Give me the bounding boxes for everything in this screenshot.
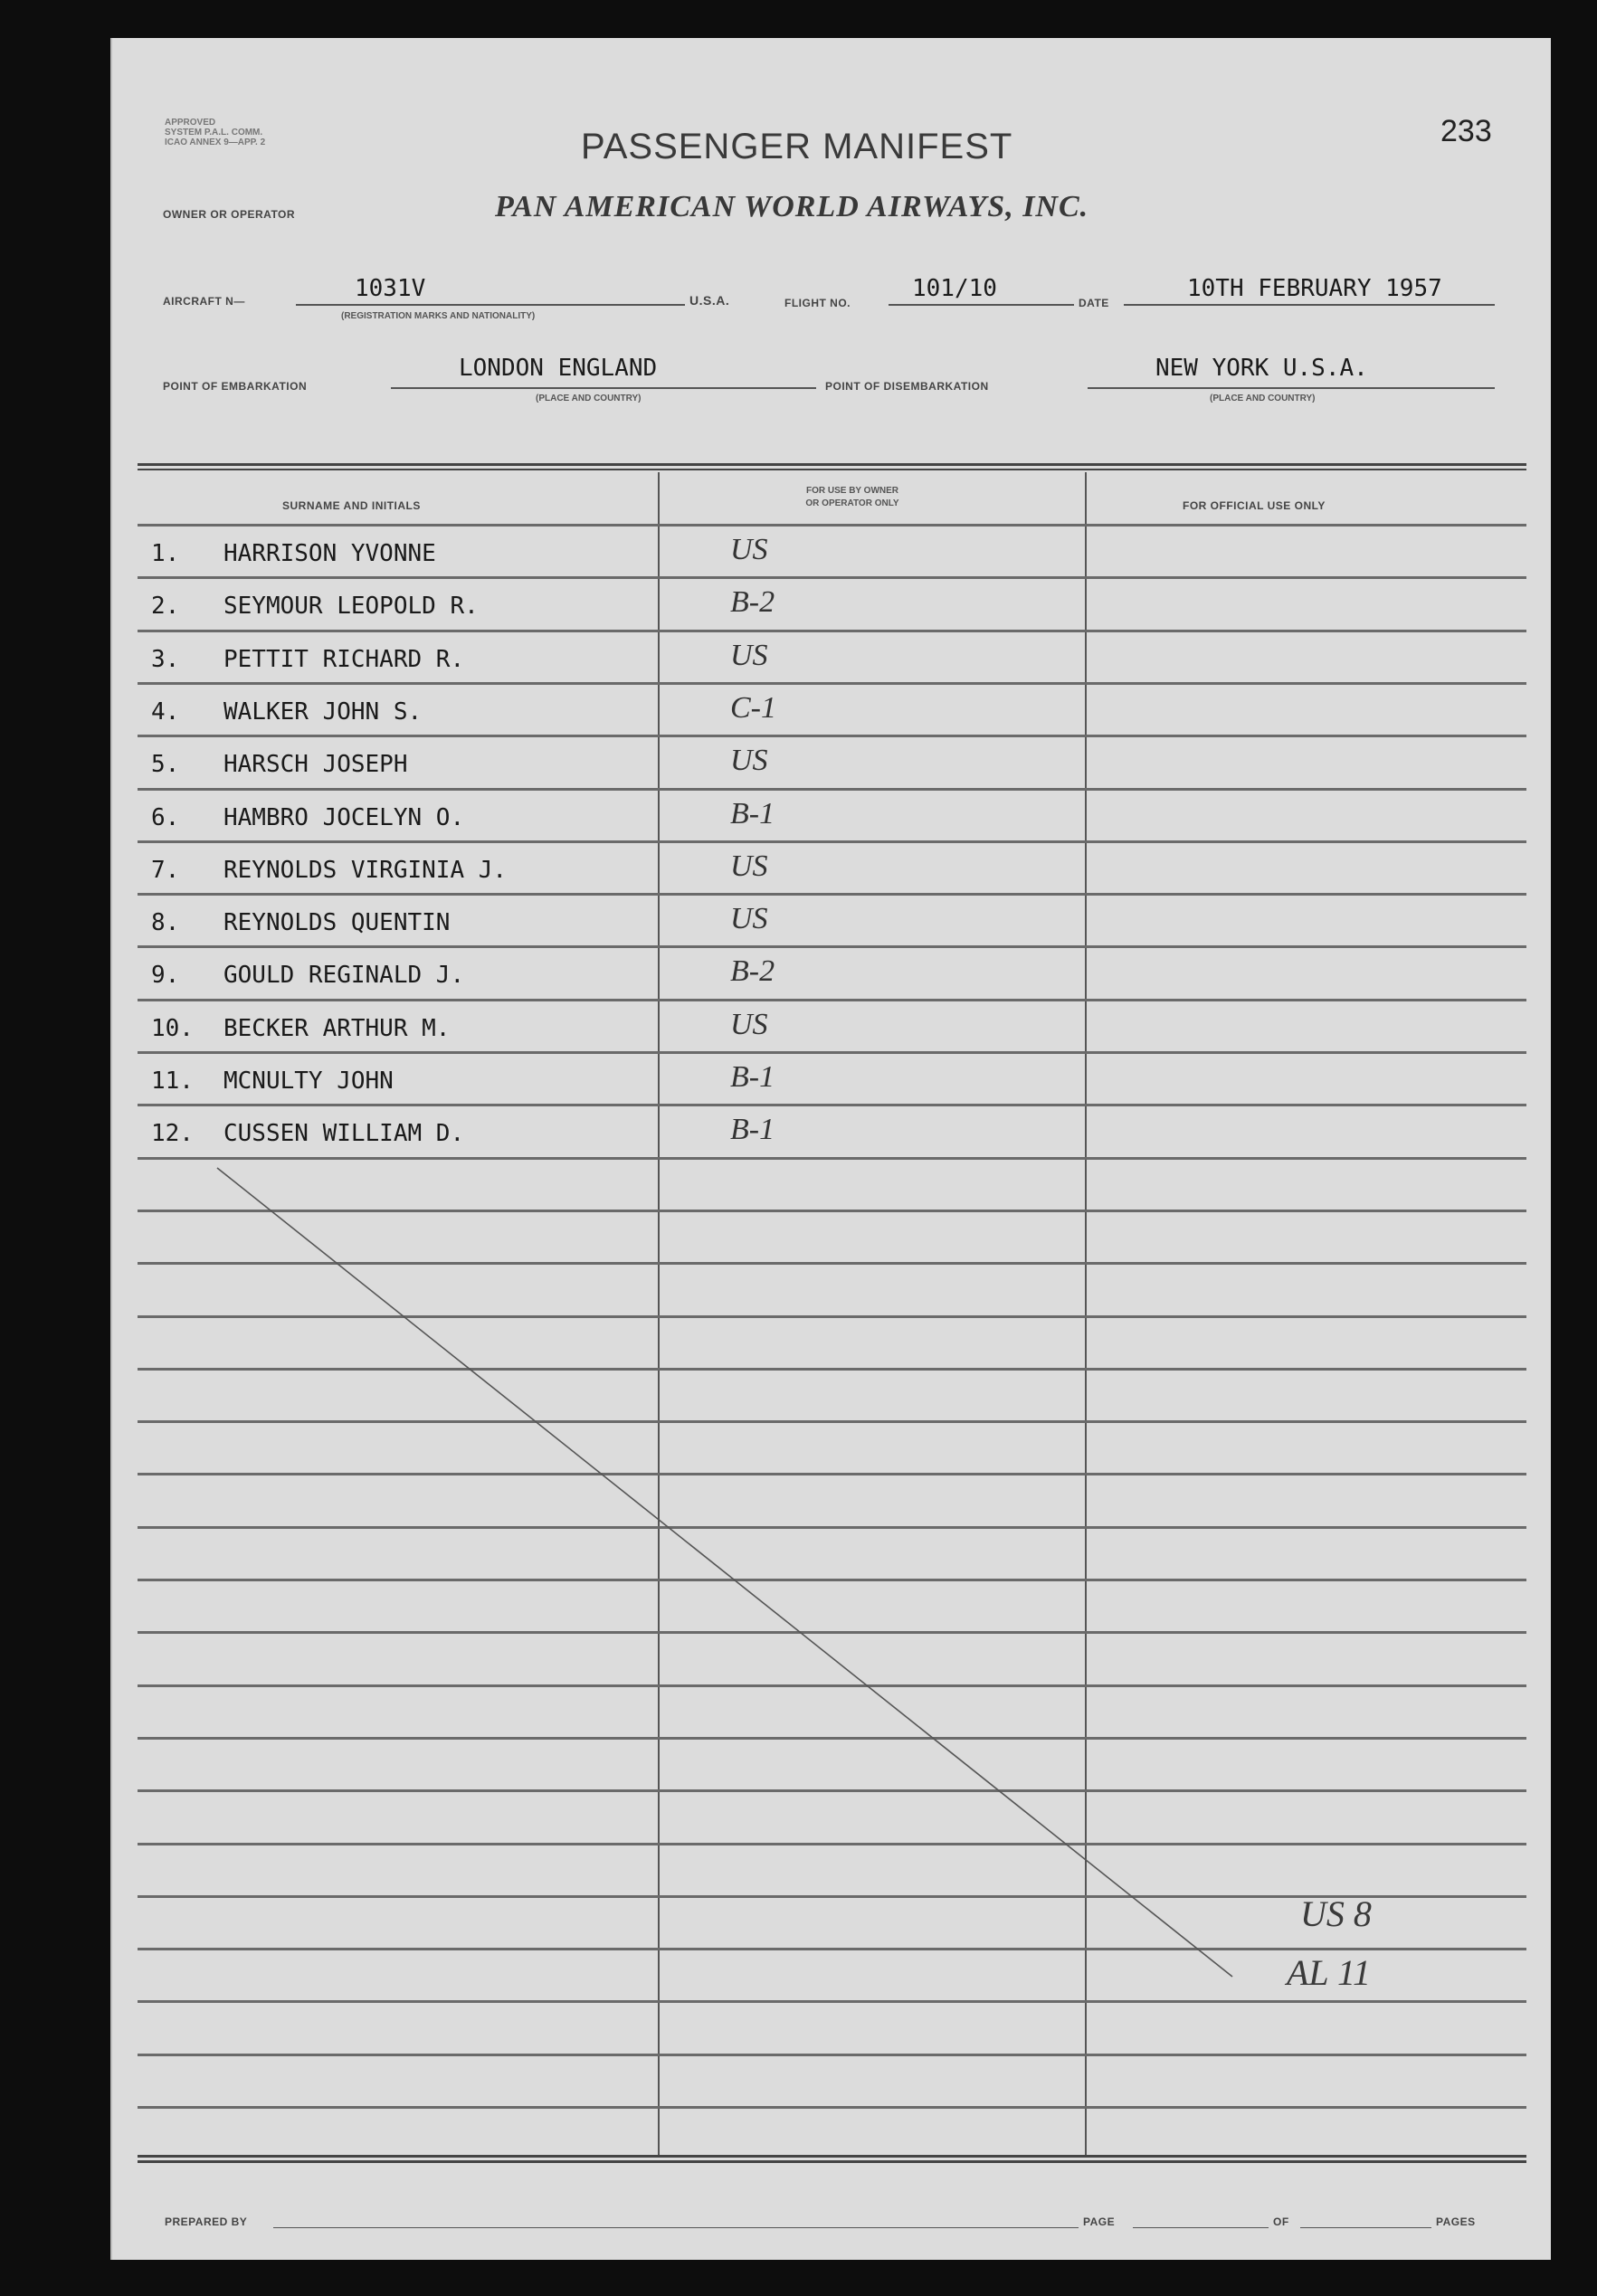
row-number: 1.: [151, 540, 180, 567]
approval-line: SYSTEM P.A.L. COMM.: [165, 128, 263, 138]
visa-code: C-1: [730, 690, 776, 725]
row-number: 10.: [151, 1014, 194, 1042]
passenger-name: PETTIT RICHARD R.: [223, 645, 465, 673]
date-label: DATE: [1079, 297, 1109, 309]
row-number: 2.: [151, 593, 180, 621]
aircraft-label: AIRCRAFT N—: [163, 295, 245, 308]
flight-value: 101/10: [912, 275, 997, 302]
passenger-name: MCNULTY JOHN: [223, 1067, 394, 1095]
page-label: PAGE: [1083, 2215, 1116, 2228]
owner-label: OWNER OR OPERATOR: [163, 208, 296, 221]
embarkation-label: POINT OF EMBARKATION: [163, 380, 308, 393]
column-header-line: FOR USE BY OWNER: [805, 486, 899, 496]
disembarkation-label: POINT OF DISEMBARKATION: [825, 380, 989, 393]
visa-code: B-2: [730, 585, 775, 620]
visa-code: B-1: [730, 1060, 775, 1094]
row-number: 7.: [151, 856, 180, 884]
prepared-by-line: [273, 2227, 1079, 2228]
aircraft-value: 1031V: [355, 275, 426, 302]
of-label: OF: [1273, 2215, 1289, 2228]
passenger-name: BECKER ARTHUR M.: [223, 1014, 451, 1042]
date-value: 10TH FEBRUARY 1957: [1187, 275, 1442, 302]
manifest-sheet: [110, 38, 1551, 2260]
visa-code: B-2: [730, 954, 775, 989]
pages-label: PAGES: [1436, 2215, 1476, 2228]
of-line: [1300, 2227, 1431, 2228]
passenger-name: GOULD REGINALD J.: [223, 962, 465, 990]
place-caption: (PLACE AND COUNTRY): [536, 394, 642, 403]
row-number: 4.: [151, 697, 180, 726]
embarkation-value: LONDON ENGLAND: [459, 355, 658, 382]
handwritten-total: US 8: [1300, 1893, 1372, 1934]
table-bottom-rule: [138, 2160, 1526, 2163]
visa-code: B-1: [730, 796, 775, 830]
row-number: 9.: [151, 962, 180, 990]
passenger-name: REYNOLDS VIRGINIA J.: [223, 856, 508, 884]
passenger-name: HAMBRO JOCELYN O.: [223, 803, 465, 831]
row-number: 11.: [151, 1067, 194, 1095]
approval-line: ICAO ANNEX 9—APP. 2: [165, 138, 266, 147]
column-header-official: FOR OFFICIAL USE ONLY: [1183, 499, 1326, 512]
visa-code: US: [730, 902, 768, 936]
place-caption: (PLACE AND COUNTRY): [1210, 394, 1316, 403]
table-bottom-rule: [138, 2155, 1526, 2158]
passenger-name: HARSCH JOSEPH: [223, 751, 408, 779]
visa-code: US: [730, 638, 768, 672]
page-number: 233: [1440, 114, 1492, 148]
usa-label: U.S.A.: [689, 293, 730, 308]
approval-line: APPROVED: [165, 118, 216, 128]
flight-label: FLIGHT NO.: [784, 297, 851, 309]
row-number: 6.: [151, 803, 180, 831]
page-line: [1133, 2227, 1269, 2228]
row-number: 8.: [151, 909, 180, 937]
passenger-name: HARRISON YVONNE: [223, 540, 436, 567]
visa-code: US: [730, 533, 768, 566]
visa-code: US: [730, 744, 768, 778]
airline-name: PAN AMERICAN WORLD AIRWAYS, INC.: [495, 190, 1089, 223]
disembarkation-value: NEW YORK U.S.A.: [1155, 355, 1368, 382]
visa-code: B-1: [730, 1113, 775, 1147]
diagonal-strike: [217, 1168, 1232, 1977]
row-number: 3.: [151, 645, 180, 673]
prepared-by-label: PREPARED BY: [165, 2215, 248, 2228]
manifest-title: PASSENGER MANIFEST: [581, 127, 1013, 166]
registration-caption: (REGISTRATION MARKS AND NATIONALITY): [341, 311, 536, 321]
passenger-name: SEYMOUR LEOPOLD R.: [223, 593, 479, 621]
visa-code: US: [730, 1007, 768, 1041]
handwritten-total: AL 11: [1287, 1952, 1371, 1993]
passenger-name: WALKER JOHN S.: [223, 697, 423, 726]
passenger-name: REYNOLDS QUENTIN: [223, 909, 451, 937]
row-number: 5.: [151, 751, 180, 779]
row-number: 12.: [151, 1120, 194, 1148]
column-header-name: SURNAME AND INITIALS: [282, 499, 421, 512]
visa-code: US: [730, 849, 768, 883]
passenger-name: CUSSEN WILLIAM D.: [223, 1120, 465, 1148]
column-header-line: OR OPERATOR ONLY: [805, 498, 899, 508]
